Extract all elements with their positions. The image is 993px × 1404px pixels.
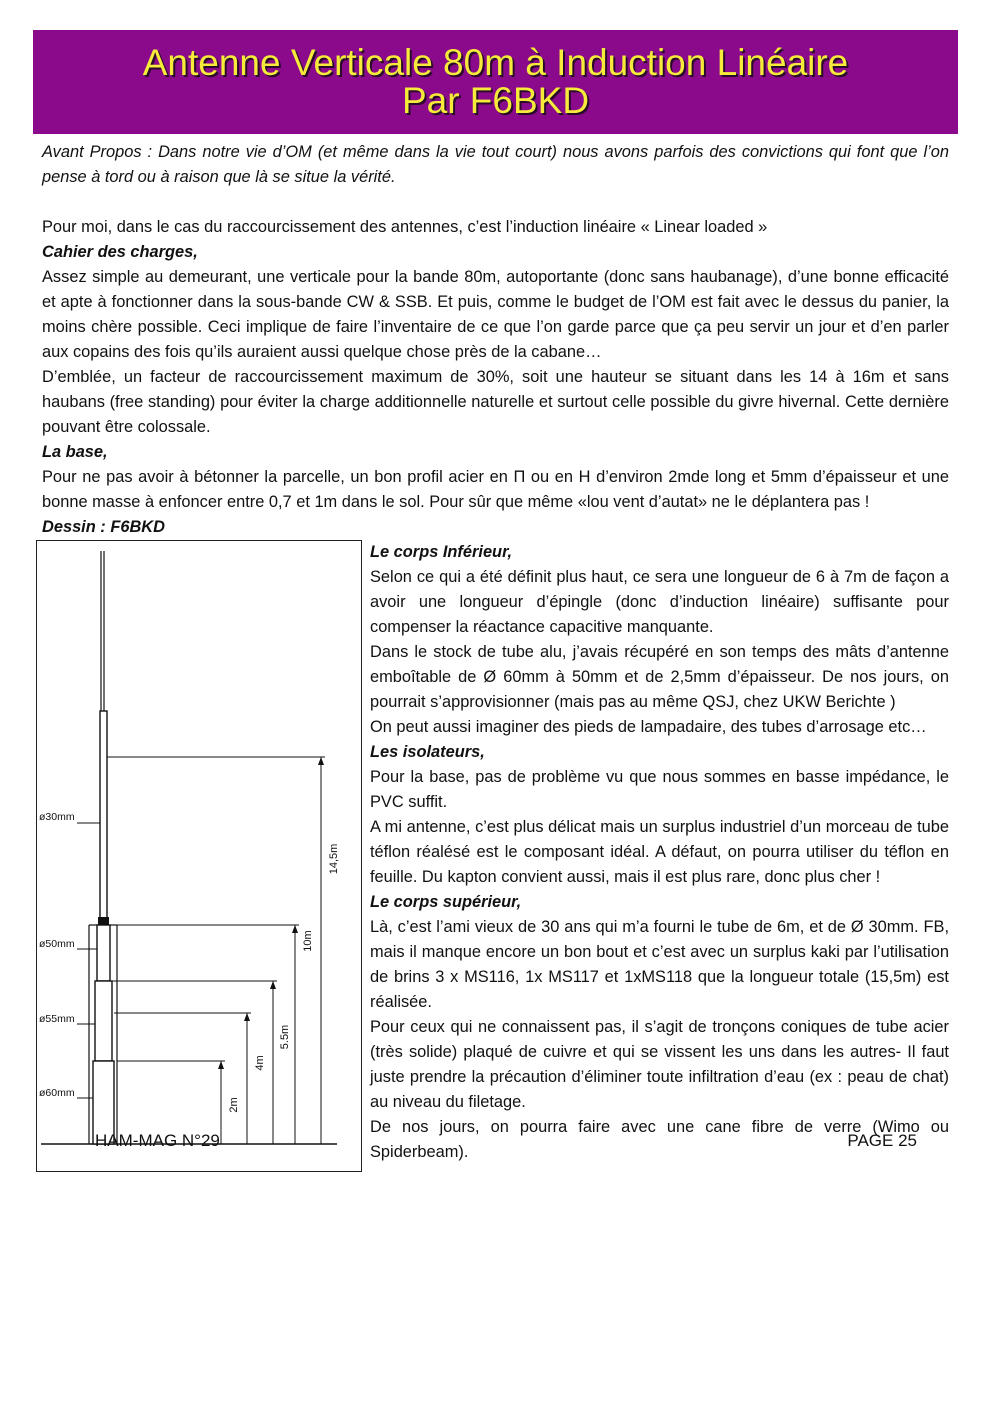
drawing-credit: Dessin : F6BKD	[42, 518, 165, 536]
lower-body-paragraph-1: Selon ce qui a été définit plus haut, ce sera une longueur de 6 à 7m de façon a avoir une longueur d’épingle (donc d’induction linéaire) suffisante pour compenser la réactance capacitive manquante.	[370, 568, 949, 636]
height-label-2m: 2m	[228, 1097, 240, 1113]
article-body	[39, 140, 949, 1172]
paragraph-spacer	[42, 190, 949, 215]
foreword-paragraph: Avant Propos : Dans notre vie d’OM (et même dans la vie tout court) nous avons parfois des convictions qui font que l’on pense à tord ou à raison que là se situe la vérité.	[42, 143, 949, 186]
footer-page-number: PAGE 25	[847, 1131, 917, 1150]
upper-body-paragraph-2: Pour ceux qui ne connaissent pas, il s’agit de tronçons coniques de tube acier (très solide) plaqué de cuivre et qui se vissent les uns dans les autres- Il faut juste prendre la précaution d’éliminer toute infiltration d’eau (ex : peau de chat) au niveau du filetage.	[370, 1018, 949, 1111]
spec-paragraph-1: Assez simple au demeurant, une verticale pour la bande 80m, autoportante (donc sans haubanage), d’une bonne efficacité et apte à fonctionner dans la sous-bande CW & SSB. Et puis, comme le budget de l’OM est fait avec le dessus du panier, la moins chère possible. Ceci implique de faire l’inventaire de ce que l’on garde parce que ça peu servir un jour et d’en parler aux copains des fois qu’ils auraient aussi quelque chose près de la cabane…	[42, 268, 949, 361]
mid-insulator	[98, 917, 109, 925]
tube-55mm	[95, 981, 112, 1061]
upper-body-paragraph-3: De nos jours, on pourra faire avec une cane fibre de verre (Wimo ou Spiderbeam).	[370, 1118, 949, 1161]
antenna-diagram-svg	[37, 541, 361, 1171]
antenna-drawing	[36, 540, 362, 1172]
title-banner	[33, 30, 958, 134]
spec-paragraph-2: D’emblée, un facteur de raccourcissement maximum de 30%, soit une hauteur se situant dans les 14 à 16m et sans haubans (free standing) pour éviter la charge additionnelle naturelle et surtout celle possible du givre hivernal. Cette dernière pouvant être colossale.	[42, 368, 949, 436]
dimension-arrows	[218, 757, 324, 1069]
intro-paragraph: Pour moi, dans le cas du raccourcissement des antennes, c’est l’induction linéaire « Linear loaded »	[42, 218, 768, 236]
diameter-label-55: ø55mm	[39, 1013, 75, 1025]
lower-body-paragraph-2: Dans le stock de tube alu, j’avais récupéré en son temps des mâts d’antenne emboîtable de Ø 60mm à 50mm et de 2,5mm d’épaisseur. De nos jours, on pourrait s’approvisionner (mais pas au même QSJ, chez UKW Berichte )	[370, 643, 949, 711]
height-label-5-5m: 5.5m	[279, 1024, 291, 1050]
base-heading: La base,	[42, 443, 108, 461]
footer-magazine: HAM-MAG N°29	[95, 1131, 220, 1150]
height-label-4m: 4m	[254, 1055, 266, 1071]
lower-body-paragraph-3: On peut aussi imaginer des pieds de lampadaire, des tubes d’arrosage etc…	[370, 718, 927, 736]
insulators-heading: Les isolateurs,	[370, 743, 485, 761]
upper-body-paragraph-1: Là, c’est l’ami vieux de 30 ans qui m’a fourni le tube de 6m, et de Ø 30mm. FB, mais il manque encore un bon bout et c’est avec un surplus kaki par l’utilisation de brins 3 x MS116, 1x MS117 et 1xMS118 que la longueur totale (15,5m) est réalisée.	[370, 918, 949, 1011]
page-title: Antenne Verticale 80m à Induction Linéaire	[142, 42, 849, 83]
height-label-10m: 10m	[302, 930, 314, 952]
insulators-paragraph-2: A mi antenne, c’est plus délicat mais un surplus industriel d’un morceau de tube téflon réalésé est le composant idéal. A défaut, on pourra utiliser du téflon en feuille. Du kapton convient aussi, mais il est plus rare, donc plus cher !	[370, 818, 949, 886]
tube-50mm	[97, 925, 110, 981]
diameter-label-60: ø60mm	[39, 1087, 75, 1099]
height-label-14-5m: 14,5m	[328, 843, 340, 875]
insulators-paragraph-1: Pour la base, pas de problème vu que nous sommes en basse impédance, le PVC suffit.	[370, 768, 949, 811]
lower-body-heading: Le corps Inférieur,	[370, 543, 513, 561]
diameter-label-30: ø30mm	[39, 811, 75, 823]
base-paragraph: Pour ne pas avoir à bétonner la parcelle, un bon profil acier en Π ou en H d’environ 2mde long et 5mm d’épaisseur et une bonne masse à enfoncer entre 0,7 et 1m dans le sol. Pour sûr que même «lou vent d’autat» ne le déplantera pas !	[42, 468, 949, 511]
page-subtitle-author: Par F6BKD	[401, 80, 590, 121]
upper-body-heading: Le corps supérieur,	[370, 893, 522, 911]
spec-heading: Cahier des charges,	[42, 243, 198, 261]
tube-30mm	[100, 711, 107, 919]
height-dimensions	[107, 757, 325, 1144]
diameter-label-50: ø50mm	[39, 938, 75, 950]
